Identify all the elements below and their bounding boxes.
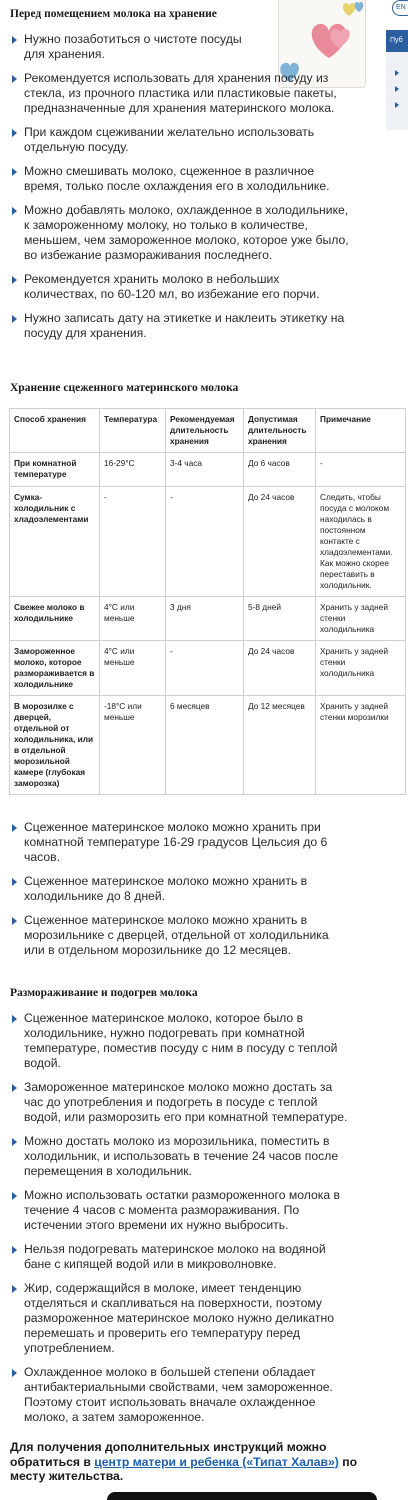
summary-bullet-list xyxy=(10,820,350,958)
arrow-bullet-icon xyxy=(12,824,17,832)
arrow-bullet-icon xyxy=(12,1138,17,1146)
table-cell: 5-8 дней xyxy=(244,597,316,641)
table-cell: Сумка-холодильник с хладоэлементами xyxy=(10,487,100,597)
list-item: Охлажденное молоко в большей степени обладает антибактериальными свойствами, чем замороженное. Поэтому стоит использовать вначале охлажденное молоко, а затем замороженное. xyxy=(10,1365,350,1425)
list-item: Можно добавлять молоко, охлажденное в холодильнике, к замороженному молоку, но только в количестве, меньшем, чем замороженное молоко, которое уже было, во избежание размораживания последнего. xyxy=(10,203,350,263)
arrow-bullet-icon xyxy=(12,129,17,137)
arrow-bullet-icon xyxy=(12,1015,17,1023)
storing-section-title: Перед помещением молока на хранение xyxy=(10,8,217,20)
list-item: Рекомендуется хранить молоко в небольших количествах, по 60-120 мл, во избежание его порчи. xyxy=(10,272,350,302)
language-switch-button[interactable] xyxy=(392,0,408,16)
list-item: Можно использовать остатки размороженного молока в течение 4 часов с момента размораживания. По истечении этого времени их нужно выбросить. xyxy=(10,1188,350,1233)
arrow-bullet-icon xyxy=(12,1285,17,1293)
bottom-action-bar[interactable] xyxy=(107,1492,377,1500)
arrow-bullet-icon xyxy=(12,168,17,176)
arrow-bullet-icon xyxy=(12,917,17,925)
table-cell: - xyxy=(316,453,406,487)
list-item: Можно смешивать молоко, сцеженное в различное время, только после охлаждения его в холодильнике. xyxy=(10,164,350,194)
table-cell: - xyxy=(166,487,244,597)
arrow-bullet-icon xyxy=(12,1369,17,1377)
table-section-title: Хранение сцеженного материнского молока xyxy=(10,382,239,394)
table-cell: До 12 месяцев xyxy=(244,696,316,795)
table-cell: -18°C или меньше xyxy=(100,696,166,795)
column-header: Рекомендуемая длительность хранения xyxy=(166,409,244,453)
thawing-section-title: Размораживание и подогрев молока xyxy=(10,987,198,999)
table-cell: Хранить у задней стенки холодильника xyxy=(316,641,406,696)
table-cell: До 6 часов xyxy=(244,453,316,487)
arrow-bullet-icon xyxy=(12,1084,17,1092)
list-item: Сцеженное материнское молоко можно хранить в морозильнике с дверцей, отдельной от холодильника или в отдельном морозильнике до 12 месяцев. xyxy=(10,913,350,958)
table-cell: 4°C или меньше xyxy=(100,597,166,641)
list-item: Можно достать молоко из морозильника, поместить в холодильник, и использовать в течение 24 часов после перемещения в холодильник. xyxy=(10,1134,350,1179)
column-header: Примечание xyxy=(316,409,406,453)
side-panel-arrow-icon xyxy=(395,70,399,76)
column-header: Способ хранения xyxy=(10,409,100,453)
table-header-row xyxy=(10,409,406,453)
language-label: EN xyxy=(396,4,406,11)
footer-note: Для получения дополнительных инструкций можно обратиться в центр матери и ребенка («Типат Халав») по месту жительства. xyxy=(10,1440,358,1483)
table-cell: 6 месяцев xyxy=(166,696,244,795)
side-panel-header: Пуб xyxy=(386,30,408,52)
arrow-bullet-icon xyxy=(12,878,17,886)
table-cell: Хранить у задней стенки морозилки xyxy=(316,696,406,795)
list-item: Жир, содержащийся в молоке, имеет тенденцию отделяться и скапливаться на поверхности, поэтому размороженное материнское молоко нужно деликатно перемешать и проверить его температуру перед употреблением. xyxy=(10,1281,350,1356)
arrow-bullet-icon xyxy=(12,1192,17,1200)
list-item: Нельзя подогревать материнское молоко на водяной бане с кипящей водой или в микроволновке. xyxy=(10,1242,350,1272)
table-cell: 4°C или меньше xyxy=(100,641,166,696)
column-header: Температура xyxy=(100,409,166,453)
column-header: Допустимая длительность хранения xyxy=(244,409,316,453)
table-cell: До 24 часов xyxy=(244,487,316,597)
list-item: Нужно записать дату на этикетке и наклеить этикетку на посуду для хранения. xyxy=(10,311,350,341)
table-cell: 3 дня xyxy=(166,597,244,641)
arrow-bullet-icon xyxy=(12,1246,17,1254)
list-item: При каждом сцеживании желательно использовать отдельную посуду. xyxy=(10,125,350,155)
list-item: Сцеженное материнское молоко можно хранить при комнатной температуре 16-29 градусов Цельсия до 6 часов. xyxy=(10,820,350,865)
table-cell: Свежее молоко в холодильнике xyxy=(10,597,100,641)
arrow-bullet-icon xyxy=(12,276,17,284)
list-item: Нужно позаботиться о чистоте посуды для хранения. xyxy=(10,32,260,62)
table-row xyxy=(10,641,406,696)
list-item: Рекомендуется использовать для хранения посуду из стекла, из прочного пластика или пластиковые пакеты, предназначенные для хранения материнского молока. xyxy=(10,71,350,116)
table-cell: Хранить у задней стенки холодильника xyxy=(316,597,406,641)
table-cell: Следить, чтобы посуда с молоком находилась в постоянном контакте с хладоэлементами. Как можно скорее переставить в холодильник. xyxy=(316,487,406,597)
table-cell: В морозилке с дверцей, отдельной от холодильника, или в отдельной морозильной камере (глубокая заморозка) xyxy=(10,696,100,795)
table-cell: 16-29°C xyxy=(100,453,166,487)
arrow-bullet-icon xyxy=(12,75,17,83)
side-panel xyxy=(386,30,408,130)
table-cell: При комнатной температуре xyxy=(10,453,100,487)
list-item: Сцеженное материнское молоко, которое было в холодильнике, нужно подогревать при комнатной температуре, поместив посуду с ним в посуду с теплой водой. xyxy=(10,1011,350,1071)
arrow-bullet-icon xyxy=(12,36,17,44)
storage-table xyxy=(9,408,406,795)
thawing-bullet-list xyxy=(10,1011,350,1425)
table-cell: - xyxy=(100,487,166,597)
table-row xyxy=(10,453,406,487)
storing-bullet-list xyxy=(10,32,350,341)
side-panel-arrow-icon xyxy=(395,102,399,108)
table-cell: 3-4 часа xyxy=(166,453,244,487)
table-cell: До 24 часов xyxy=(244,641,316,696)
list-item: Замороженное материнское молоко можно достать за час до употребления и подогреть в посуде с теплой водой, или разморозить его при комнатной температуре. xyxy=(10,1080,350,1125)
list-item: Сцеженное материнское молоко можно хранить в холодильнике до 8 дней. xyxy=(10,874,350,904)
table-row xyxy=(10,696,406,795)
table-row xyxy=(10,487,406,597)
table-row xyxy=(10,597,406,641)
arrow-bullet-icon xyxy=(12,207,17,215)
arrow-bullet-icon xyxy=(12,315,17,323)
table-cell: Замороженное молоко, которое размораживается в холодильнике xyxy=(10,641,100,696)
table-cell: - xyxy=(166,641,244,696)
mother-child-center-link[interactable]: центр матери и ребенка («Типат Халав») xyxy=(94,1454,339,1469)
side-panel-arrow-icon xyxy=(395,86,399,92)
